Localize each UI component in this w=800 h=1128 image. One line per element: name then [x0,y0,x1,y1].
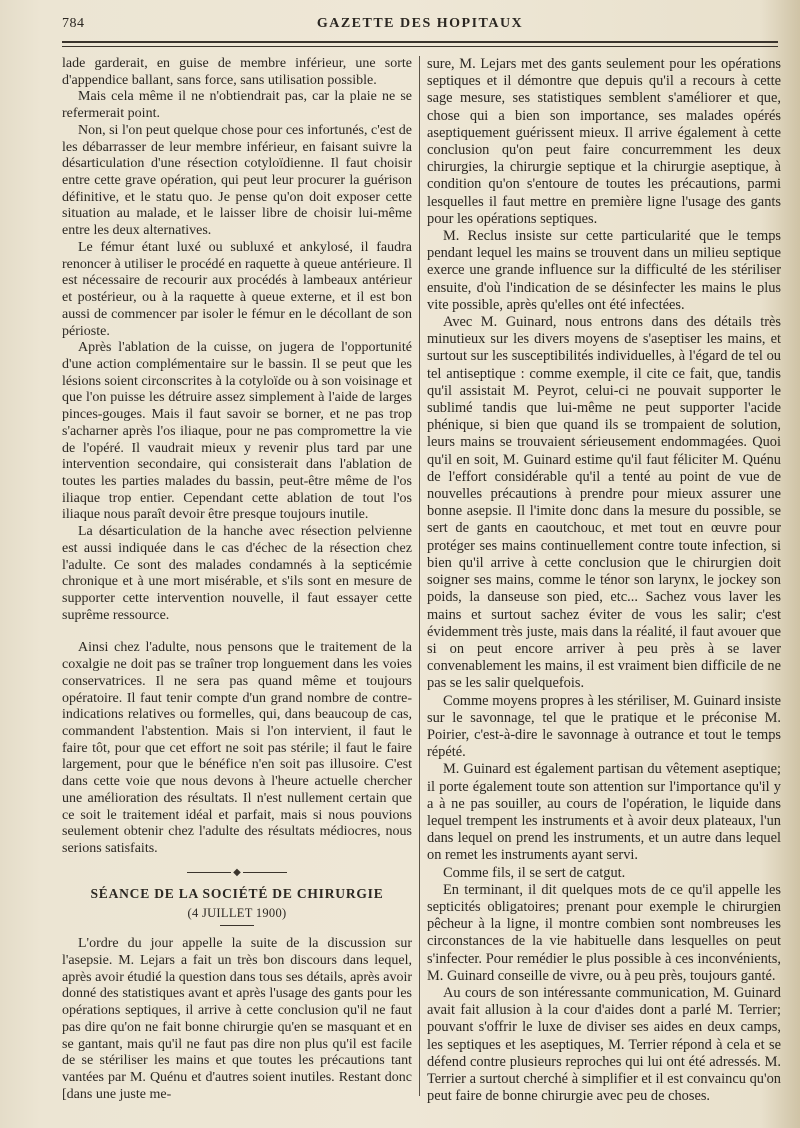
column-divider [419,56,420,1096]
paragraph: L'ordre du jour appelle la suite de la discussion sur l'asepsie. M. Lejars a fait un très bon discours dans lequel, après avoir étudié la question dans tous ses détails, après avoir donné des statistiques avant et après l'usage des gants pour les opérations septiques, il arrive à cette conclusion qu'il ne faut pas dire qu'on ne fait bonne chirurgie qu'en se masquant et en se gantant, mais qu'il ne faut pas dire non plus qu'il est facile de se stériliser les mains et que toutes les précautions tant vantées par M. Quénu et d'autres soient inutiles. Restant donc [dans une juste me- [62,936,412,1102]
paragraph: La désarticulation de la hanche avec résection pelvienne est aussi indiquée dans le cas d'échec de la résection chez l'adulte. Ce sont des malades condamnés à la septicémie chronique et à une mort misérable, et s'ils sont en mesure de supporter cette intervention nouvelle, il faut essayer cette suprême ressource. [62,524,412,623]
paragraph: Après l'ablation de la cuisse, on jugera de l'opportunité d'une action complémentaire sur le bassin. Il se peut que les lésions soient circonscrites à la cotyloïde ou à son voisinage et que l'on puisse les détruire assez simplement à l'aide de larges pinces-gouges. Mais il faut savoir se borner, et ne pas trop s'acharner après l'os iliaque, pour ne pas compromettre la vie de l'opéré. Il vaudrait mieux y revenir plus tard par une intervention secondaire, qui consisterait dans l'ablation de toutes les parties malades du bassin, peut-être même de l'os iliaque trop entier. Cependant cette ablation de tout l'os iliaque nous paraît devoir être presque toujours inutile. [62,340,412,523]
section-date: (4 JUILLET 1900) [187,905,287,920]
section-ornament: ◆ [177,870,297,876]
running-title: GAZETTE DES HOPITAUX [316,16,524,31]
right-column [427,56,781,1105]
paragraph: Le fémur étant luxé ou subluxé et ankylosé, il faudra renoncer à utiliser le procédé en raquette à queue antérieure. Il est nécessaire de recourir aux procédés à lambeaux antérieur et postérieur, ou à la raquette à queue externe, et il est bon aussi de commencer par isoler le fémur en le décollant de son périoste. [62,239,412,339]
short-divider [220,925,254,926]
paragraph: M. Guinard est également partisan du vêtement aseptique; il porte également toute son attention sur l'importance qu'il y a à ne pas souiller, au cours de l'opération, le liquide dans lequel trempent les instruments et à avoir deux plateaux, l'un dans lequel on prend les instruments, et un autre dans lequel on remet les instruments ayant servi. [427,761,781,864]
paragraph: M. Reclus insiste sur cette particularité que le temps pendant lequel les mains se trouvent dans un milieu septique exerce une grande influence sur la difficulté de les stériliser ensuite, d'où l'indication de se désinfecter les mains le plus vite possible, après qu'elles ont été infectées. [427,228,781,313]
header-rule [62,41,778,47]
paragraph: sure, M. Lejars met des gants seulement pour les opérations septiques et il démontre que depuis qu'il a recours à cette sage mesure, ses statistiques semblent s'améliorer et que, chose qui a bien son importance, ses malades opérés aseptiquement guérissent mieux. Il arrive également à cette conclusion qu'on peut faire concurremment les deux chirurgies, la chirurgie septique et la chirurgie aseptique, à condition qu'on s'entoure de toutes les précautions, parmi lesquelles il faut mettre en première ligne l'usage des gants pour les opérations septiques. [427,56,781,227]
paragraph: En terminant, il dit quelques mots de ce qu'il appelle les septicités obligatoires; prenant pour exemple le chirurgien pêcheur à la ligne, il montre combien sont nombreuses les circonstances de la vie habituelle dans lesquelles on peut s'infecter. Pour remédier le plus possible à ces inconvénients, M. Guinard conseille de vivre, ou à peu près, toujours ganté. [427,881,781,984]
section-heading: SÉANCE DE LA SOCIÉTÉ DE CHIRURGIE [90,885,384,901]
left-column [62,56,412,1103]
paragraph: Avec M. Guinard, nous entrons dans des détails très minutieux sur les divers moyens de s'aseptiser les mains, et surtout sur les susceptibilités individuelles, à l'égard de tel ou tel antiseptique : comme exemple, il cite ce fait, que, tandis qu'il assistait M. Peyrot, celui-ci ne pouvait supporter le sublimé tandis que lui-même ne peut supporter l'acide phénique, si bien que quand ils se trompaient de solution, leurs mains se trouvaient sérieusement endommagées. Quoi qu'il en soit, M. Guinard estime qu'il faut féliciter M. Quénu de l'effort considérable qu'il a tenté au point de vue de nouvelles précautions à prendre pour mieux assurer une bonne asepsie. Il l'imite donc dans la mesure du possible, se sert de gants en caoutchouc, et met tout en œuvre pour protéger ses mains continuellement contre toute infection, si bien qu'il arrive à cette conclusion que le chirurgien doit soigner ses mains, comme le ténor son larynx, le jockey son poids, la danseuse son pied, etc... Sachez vous laver les mains et surtout sachez éviter de vous les salir; c'est évidemment très juste, mais dans la réalité, il faut avouer que si on peut encore arriver à peu près à se laver convenablement les mains, il est vraiment bien difficile de ne pas se les salir quelquefois. [427,314,781,692]
paragraph: Non, si l'on peut quelque chose pour ces infortunés, c'est de les débarrasser de leur membre inférieur, en faisant suivre la désarticulation d'une résection cotyloïdienne. Il faut choisir entre cette grave opération, qui peut leur procurer la guérison définitive, et le statu quo. Je pense qu'on doit exposer cette situation au malade, et le laisser libre de choisir lui-même entre les deux alternatives. [62,122,412,239]
paragraph: lade garderait, en guise de membre inférieur, une sorte d'appendice ballant, sans force, sans utilisation possible. [62,56,412,88]
paragraph: Ainsi chez l'adulte, nous pensons que le traitement de la coxalgie ne doit pas se traîner trop longuement dans les voies conservatrices. Il ne sera pas quand même et toujours opératoire. Il faut tenir compte d'un grand nombre de contre-indications relatives ou formelles, qui, dans beaucoup de cas, commandent l'abstention. Mais si l'on intervient, il faut le faire tôt, pour que cet effort ne soit pas stérile; il faut le faire largement, pour que le bénéfice n'en soit pas illusoire. C'est dans cette voie que nous devons à l'heure actuelle chercher une amélioration des résultats. Il n'est nullement certain que ce soit le traitement idéal et parfait, mais si nous pouvions seulement obtenir chez l'adulte des résultats médiocres, nous serions satisfaits. [62,640,412,857]
page-number: 784 [62,16,85,31]
paragraph: Comme moyens propres à les stériliser, M. Guinard insiste sur le savonnage, tel que le pratique et le préconise M. Poirier, c'est-à-dire le savonnage à outrance et tout le temps répété. [427,692,781,761]
page-header [62,16,778,36]
paragraph: Mais cela même il ne n'obtiendrait pas, car la plaie ne se refermerait point. [62,89,412,122]
paragraph: Comme fils, il se sert de catgut. [443,864,626,881]
paragraph: Au cours de son intéressante communication, M. Guinard avait fait allusion à la cour d'aides dont a parlé M. Terrier; pouvant s'offrir le luxe de diviser ses aides en deux camps, les septiques et les aseptiques, M. Terrier répond à cela et se défend contre plusieurs reproches qui lui ont été adressés. M. Terrier a surtout cherché à simplifier et il est convaincu qu'on peut faire de bonne chirurgie avec peu de choses. [427,984,781,1105]
